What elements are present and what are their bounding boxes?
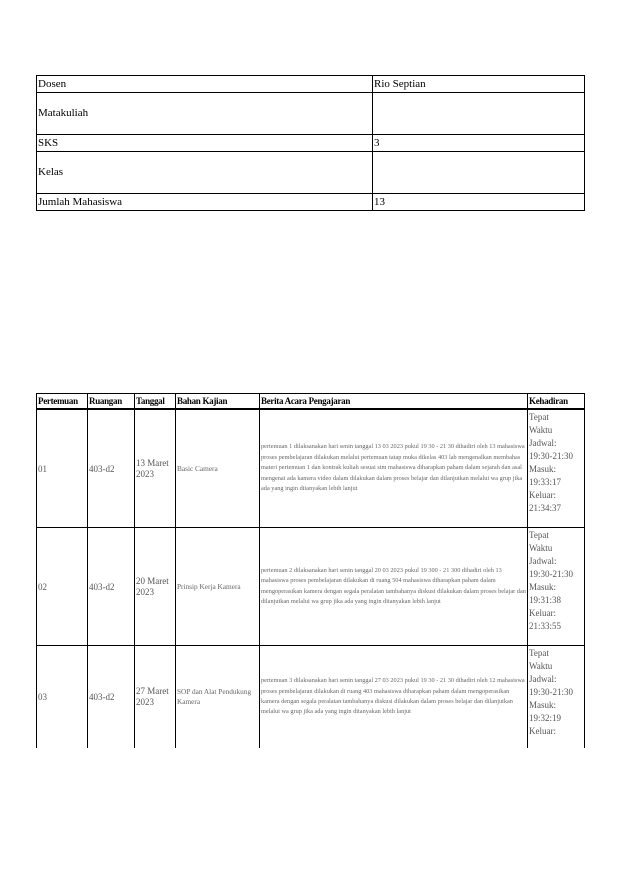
date: 20 Maret 2023 xyxy=(135,528,176,646)
topic: Basic Camera xyxy=(176,409,260,528)
check-in-value: 19:33:17 xyxy=(529,477,562,487)
check-in-value: 19:31:38 xyxy=(529,595,562,605)
attendance xyxy=(528,528,585,646)
info-row-credits xyxy=(37,135,585,152)
check-in-value: 19:32:19 xyxy=(529,713,562,723)
room: 403-d2 xyxy=(88,646,135,749)
info-label: Dosen xyxy=(37,76,373,93)
attendance-status: Waktu xyxy=(529,425,553,435)
info-row-course xyxy=(37,93,585,135)
schedule-value: 19:30-21:30 xyxy=(529,451,573,461)
header-room: Ruangan xyxy=(88,394,135,410)
course-info-table xyxy=(36,75,585,211)
schedule-label: Jadwal: xyxy=(529,438,557,448)
table-row xyxy=(37,409,585,528)
date: 27 Maret 2023 xyxy=(135,646,176,749)
meeting-number: 03 xyxy=(37,646,88,749)
meeting-minutes: pertemuan 2 dilaksanakan hari senin tanggal 20 03 2023 pukul 19 300 - 21 300 dihadiri oleh 13 mahasiswa proses pembelajaran dilakukan di ruang 504 mahasiswa diharapkan paham dalam mengoperasikan kamera dengan segala peralatan tambahanya diskusi dilakukan dalam proses belajar dan dilanjutkan melalui wa grup jika ada yang ingin ditanyakan lebih lanjut xyxy=(260,528,528,646)
table-row xyxy=(37,528,585,646)
meeting-minutes: pertemuan 3 dilaksanakan hari senin tanggal 27 03 2023 pukul 19 30 - 21 30 dihadiri oleh 12 mahasiswa proses pembelajaran dilakukan di ruang 403 mahasiswa diharapkan paham dalam mengoperasikan kamera dengan segala peralatan tambahanya diskusi dilakukan dalam proses belajar dan dilanjutkan melalui wa grup jika ada yang ingin ditanyakan lebih lanjut xyxy=(260,646,528,749)
attendance xyxy=(528,409,585,528)
table-header-row xyxy=(37,394,585,410)
topic: SOP dan Alat Pendukung Kamera xyxy=(176,646,260,749)
info-label: Kelas xyxy=(37,152,373,194)
meeting-log-table xyxy=(36,393,585,748)
schedule-label: Jadwal: xyxy=(529,556,557,566)
attendance-status: Waktu xyxy=(529,543,553,553)
header-date: Tanggal xyxy=(135,394,176,410)
check-in-label: Masuk: xyxy=(529,700,556,710)
info-label: SKS xyxy=(37,135,373,152)
room: 403-d2 xyxy=(88,528,135,646)
check-out-label: Keluar: xyxy=(529,490,556,500)
info-value xyxy=(373,93,585,135)
schedule-label: Jadwal: xyxy=(529,674,557,684)
info-value: Rio Septian xyxy=(373,76,585,93)
meeting-number: 02 xyxy=(37,528,88,646)
info-row-student-count xyxy=(37,194,585,211)
date: 13 Maret 2023 xyxy=(135,409,176,528)
check-in-label: Masuk: xyxy=(529,464,556,474)
attendance-status: Tepat xyxy=(529,412,549,422)
schedule-value: 19:30-21:30 xyxy=(529,569,573,579)
info-label: Jumlah Mahasiswa xyxy=(37,194,373,211)
table-row xyxy=(37,646,585,749)
info-label: Matakuliah xyxy=(37,93,373,135)
attendance-status: Tepat xyxy=(529,648,549,658)
info-value: 3 xyxy=(373,135,585,152)
schedule-value: 19:30-21:30 xyxy=(529,687,573,697)
room: 403-d2 xyxy=(88,409,135,528)
topic: Prinsip Kerja Kamera xyxy=(176,528,260,646)
header-meeting: Pertemuan xyxy=(37,394,88,410)
info-row-class xyxy=(37,152,585,194)
header-minutes: Berita Acara Pengajaran xyxy=(260,394,528,410)
check-in-label: Masuk: xyxy=(529,582,556,592)
header-attendance: Kehadiran xyxy=(528,394,585,410)
check-out-value: 21:34:37 xyxy=(529,503,562,513)
meeting-minutes: pertemuan 1 dilaksanakan hari senin tanggal 13 03 2023 pukul 19 30 - 21 30 dihadiri oleh 13 mahasiswa proses pembelajaran dilakukan melalui pertemuan tatap muka dikelas 403 lab mengenalkan membahas materi pertemuan 1 dan kontrak kuliah sesuai stm mahasiswa diharapkan paham dalam sejarah dan asal mengenai ada kamera video dalam dilakukan dalam proses belajar dan dilanjutkan melalui wa grup jika ada yang ingin ditanyakan lebih lanjut xyxy=(260,409,528,528)
info-value xyxy=(373,152,585,194)
header-topic: Bahan Kajian xyxy=(176,394,260,410)
check-out-label: Keluar: xyxy=(529,608,556,618)
attendance-status: Tepat xyxy=(529,530,549,540)
attendance xyxy=(528,646,585,749)
info-value: 13 xyxy=(373,194,585,211)
meeting-number: 01 xyxy=(37,409,88,528)
check-out-label: Keluar: xyxy=(529,726,556,736)
info-row-lecturer xyxy=(37,76,585,93)
check-out-value: 21:33:55 xyxy=(529,621,562,631)
attendance-status: Waktu xyxy=(529,661,553,671)
